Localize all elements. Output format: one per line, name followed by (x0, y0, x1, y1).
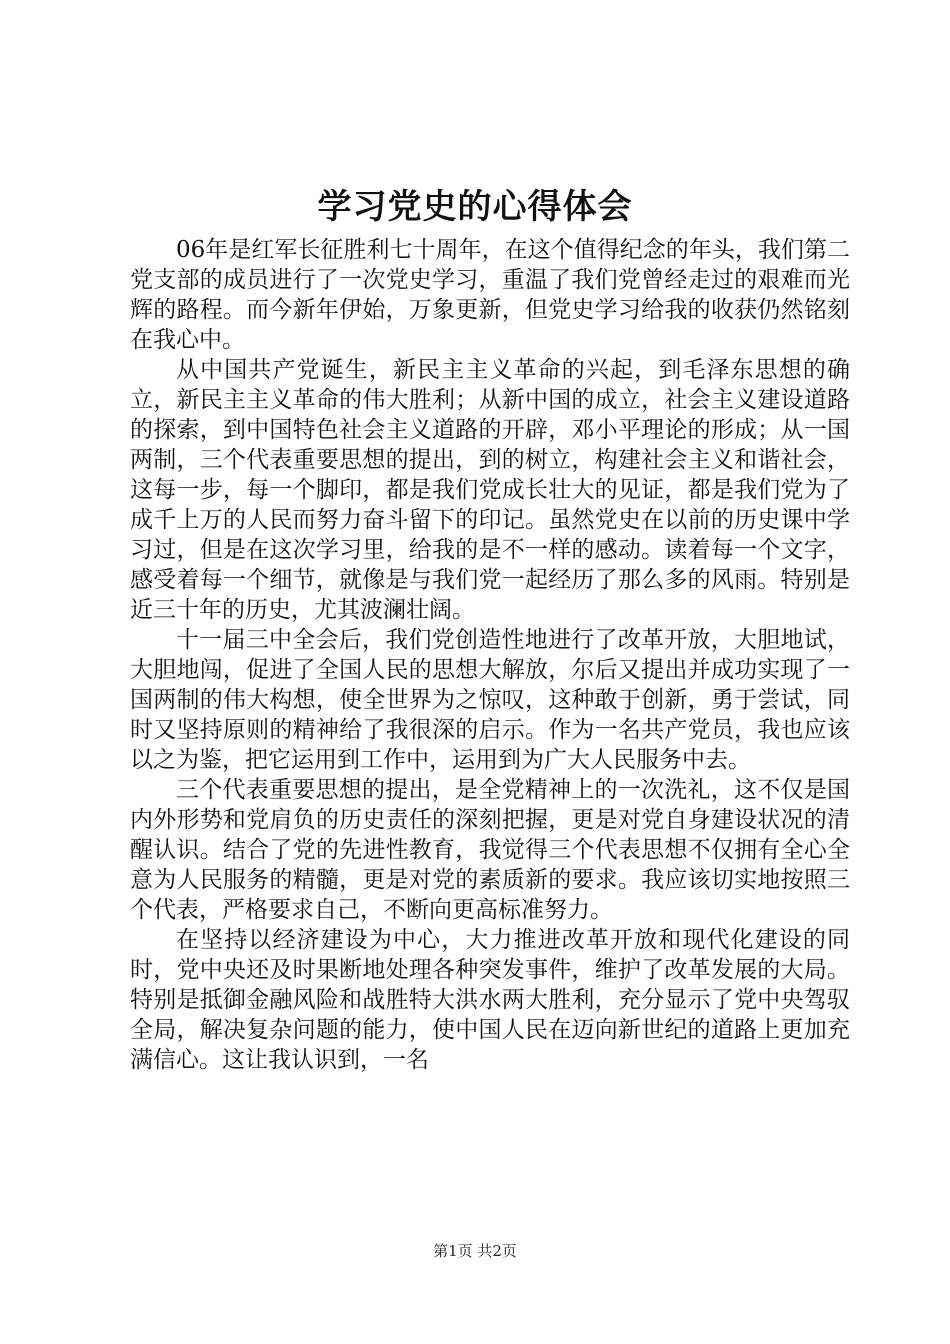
paragraph-2: 从中国共产党诞生，新民主主义革命的兴起，到毛泽东思想的确立，新民主主义革命的伟大胜利；从新中国的成立，社会主义建设道路的探索，到中国特色社会主义道路的开辟，邓小平理论的形成；从一国两制，三个代表重要思想的提出，到的树立，构建社会主义和谐社会，这每一步，每一个脚印，都是我们党成长壮大的见证，都是我们党为了成千上万的人民而努力奋斗留下的印记。虽然党史在以前的历史课中学习过，但是在这次学习里，给我的是不一样的感动。读着每一个文字，感受着每一个细节，就像是与我们党一起经历了那么多的风雨。特别是近三十年的历史，尤其波澜壮阔。 (130, 357, 850, 623)
page-footer: 第1页 共2页 (433, 1242, 517, 1260)
document-body (130, 235, 850, 1075)
document-title: 学习党史的心得体会 (317, 187, 633, 227)
paragraph-3: 十一届三中全会后，我们党创造性地进行了改革开放，大胆地试，大胆地闯，促进了全国人民的思想大解放，尔后又提出并成功实现了一国两制的伟大构想，使全世界为之惊叹，这种敢于创新，勇于尝试，同时又坚持原则的精神给了我很深的启示。作为一名共产党员，我也应该以之为鉴，把它运用到工作中，运用到为广大人民服务中去。 (130, 627, 850, 773)
paragraph-4: 三个代表重要思想的提出，是全党精神上的一次洗礼，这不仅是国内外形势和党肩负的历史责任的深刻把握，更是对党自身建设状况的清醒认识。结合了党的先进性教育，我觉得三个代表思想不仅拥有全心全意为人民服务的精髓，更是对党的素质新的要求。我应该切实地按照三个代表，严格要求自己，不断向更高标准努力。 (130, 777, 850, 923)
paragraph-5: 在坚持以经济建设为中心，大力推进改革开放和现代化建设的同时，党中央还及时果断地处理各种突发事件，维护了改革发展的大局。特别是抵御金融风险和战胜特大洪水两大胜利，充分显示了党中央驾驭全局，解决复杂问题的能力，使中国人民在迈向新世纪的道路上更加充满信心。这让我认识到，一名 (130, 927, 850, 1073)
paragraph-1: 06年是红军长征胜利七十周年，在这个值得纪念的年头，我们第二党支部的成员进行了一次党史学习，重温了我们党曾经走过的艰难而光辉的路程。而今新年伊始，万象更新，但党史学习给我的收获仍然铭刻在我心中。 (130, 237, 850, 353)
